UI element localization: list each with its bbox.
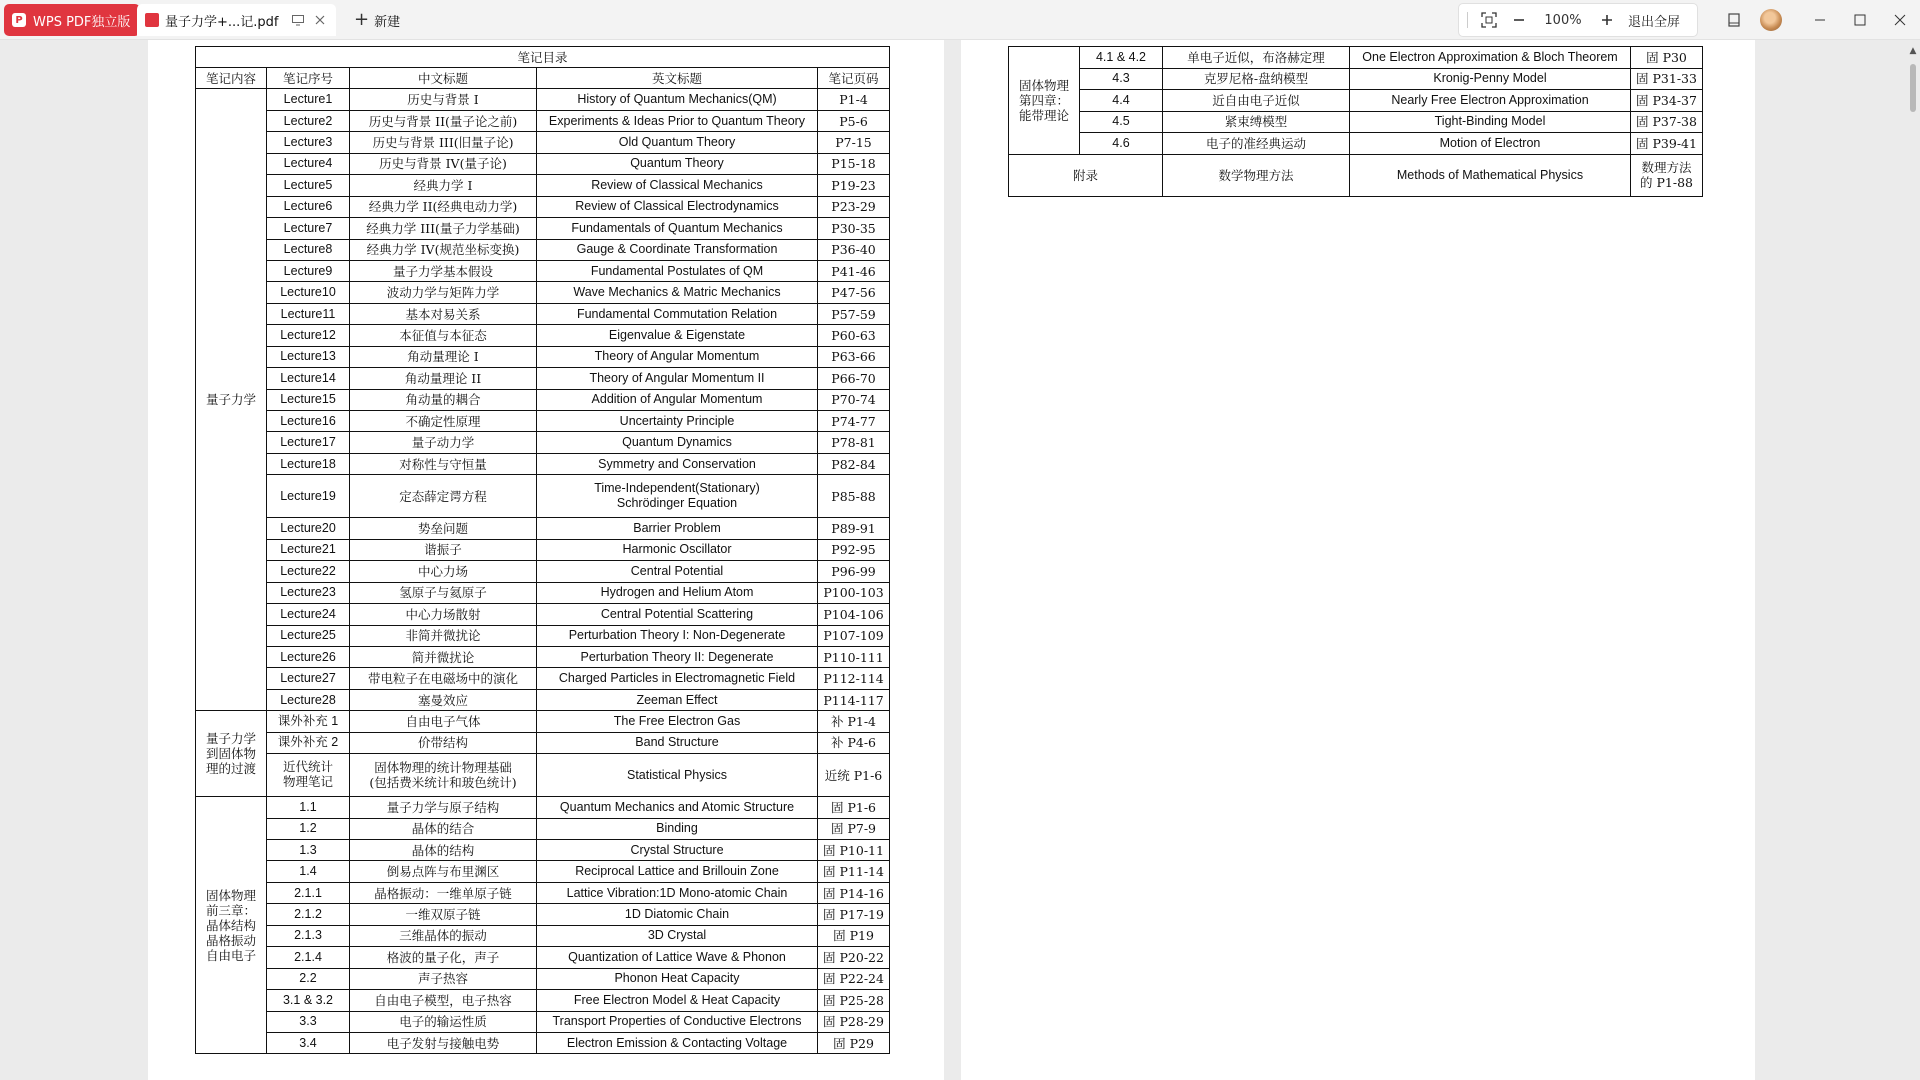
toc-table <box>195 46 890 1054</box>
toc-number-cell: Lecture18 <box>267 453 350 474</box>
toc-english-title-cell: Tight-Binding Model <box>1350 111 1631 133</box>
toc-number-cell: Lecture19 <box>267 475 350 518</box>
toc-row <box>196 689 890 710</box>
toc-number-cell: Lecture1 <box>267 89 350 110</box>
toc-number-cell: Lecture3 <box>267 132 350 153</box>
toc-number-cell: Lecture26 <box>267 646 350 667</box>
toc-number-cell: Lecture13 <box>267 346 350 367</box>
toc-page-cell: 固 P28-29 <box>818 1011 890 1032</box>
app-name: WPS PDF独立版 <box>33 14 131 30</box>
toc-row <box>196 432 890 453</box>
toc-english-title-cell: Reciprocal Lattice and Brillouin Zone <box>537 861 818 882</box>
toc-chinese-title-cell: 固体物理的统计物理基础 (包括费米统计和玻色统计) <box>350 754 537 797</box>
plus-icon: + <box>354 9 370 30</box>
toc-english-title-cell: Zeeman Effect <box>537 689 818 710</box>
toolbar-divider <box>1467 12 1468 28</box>
toc-chinese-title-cell: 中心力场 <box>350 561 537 582</box>
monitor-icon[interactable] <box>290 12 306 28</box>
toc-number-cell: Lecture2 <box>267 110 350 131</box>
toc-row <box>196 818 890 839</box>
pdf-page-1 <box>148 40 944 1080</box>
toc-page-cell: P114-117 <box>818 689 890 710</box>
toc-chinese-title-cell: 本征值与本征态 <box>350 325 537 346</box>
toc-row <box>196 303 890 324</box>
zoom-in-icon[interactable] <box>1592 5 1622 35</box>
toc-column-header: 笔记序号 <box>267 68 350 89</box>
appendix-row <box>1009 154 1703 196</box>
toc-number-cell: 4.1 & 4.2 <box>1080 47 1163 69</box>
toc-chinese-title-cell: 历史与背景 IV(量子论) <box>350 153 537 174</box>
toc-number-cell: 2.1.2 <box>267 904 350 925</box>
toc-column-header: 英文标题 <box>537 68 818 89</box>
toc-number-cell: 2.1.3 <box>267 925 350 946</box>
fit-page-icon[interactable] <box>1474 5 1504 35</box>
toc-english-title-cell: Review of Classical Electrodynamics <box>537 196 818 217</box>
toc-row <box>196 582 890 603</box>
app-menu-button[interactable] <box>4 4 140 36</box>
toc-chinese-title-cell: 量子力学基本假设 <box>350 260 537 281</box>
toc-row <box>196 646 890 667</box>
toc-row <box>196 968 890 989</box>
title-bar <box>0 0 1920 40</box>
toc-row <box>1009 68 1703 90</box>
zoom-toolbar <box>1458 3 1698 37</box>
toc-group-label: 固体物理 前三章： 晶体结构 晶格振动 自由电子 <box>196 797 267 1054</box>
toc-page-cell: 近统 P1-6 <box>818 754 890 797</box>
toc-page-cell: P104-106 <box>818 604 890 625</box>
toc-row <box>196 754 890 797</box>
toc-chinese-title-cell: 三维晶体的振动 <box>350 925 537 946</box>
toc-chinese-title-cell: 电子的输运性质 <box>350 1011 537 1032</box>
toc-chinese-title-cell: 基本对易关系 <box>350 303 537 324</box>
toc-number-cell: Lecture9 <box>267 260 350 281</box>
toc-english-title-cell: Theory of Angular Momentum <box>537 346 818 367</box>
toc-chinese-title-cell: 一维双原子链 <box>350 904 537 925</box>
toc-number-cell: 2.1.4 <box>267 947 350 968</box>
toc-row <box>196 947 890 968</box>
toc-english-title-cell: Central Potential <box>537 561 818 582</box>
toc-english-title-cell: 3D Crystal <box>537 925 818 946</box>
exit-fullscreen-button[interactable]: 退出全屏 <box>1628 14 1681 30</box>
toc-page-cell: P112-114 <box>818 668 890 689</box>
scroll-up-icon[interactable]: ▲ <box>1909 46 1917 56</box>
toc-english-title-cell: Charged Particles in Electromagnetic Field <box>537 668 818 689</box>
toc-group-label: 固体物理 第四章： 能带理论 <box>1009 47 1080 155</box>
toc-row <box>196 882 890 903</box>
toc-page-cell: 固 P20-22 <box>818 947 890 968</box>
toc-page-cell: 固 P10-11 <box>818 840 890 861</box>
toc-english-title-cell: Perturbation Theory II: Degenerate <box>537 646 818 667</box>
toc-row <box>196 175 890 196</box>
toc-page-cell: P15-18 <box>818 153 890 174</box>
zoom-out-icon[interactable] <box>1504 5 1534 35</box>
toc-row <box>196 218 890 239</box>
zoom-level[interactable]: 100% <box>1544 12 1582 28</box>
toc-row <box>196 797 890 818</box>
toc-chinese-title-cell: 对称性与守恒量 <box>350 453 537 474</box>
toc-chinese-title-cell: 势垒问题 <box>350 518 537 539</box>
toc-number-cell: Lecture22 <box>267 561 350 582</box>
new-tab-button[interactable] <box>348 4 406 36</box>
toc-chinese-title-cell: 价带结构 <box>350 732 537 753</box>
toc-english-title-cell: Free Electron Model & Heat Capacity <box>537 990 818 1011</box>
toc-column-header: 笔记内容 <box>196 68 267 89</box>
appendix-label: 附录 <box>1009 154 1163 196</box>
toc-page-cell: P7-15 <box>818 132 890 153</box>
toc-chinese-title-cell: 紧束缚模型 <box>1163 111 1350 133</box>
toc-page-cell: P74-77 <box>818 411 890 432</box>
toc-header-row <box>196 68 890 89</box>
toc-row <box>196 89 890 110</box>
toc-english-title-cell: Crystal Structure <box>537 840 818 861</box>
toc-page-cell: 固 P11-14 <box>818 861 890 882</box>
toc-row <box>196 260 890 281</box>
toc-page-cell: P30-35 <box>818 218 890 239</box>
appendix-page: 数理方法 的 P1-88 <box>1631 154 1703 196</box>
toc-chinese-title-cell: 声子热容 <box>350 968 537 989</box>
toc-chinese-title-cell: 晶体的结合 <box>350 818 537 839</box>
toc-row <box>196 368 890 389</box>
toc-english-title-cell: Nearly Free Electron Approximation <box>1350 90 1631 112</box>
minimize-icon[interactable] <box>1800 0 1840 40</box>
toc-page-cell: P107-109 <box>818 625 890 646</box>
toc-number-cell: Lecture25 <box>267 625 350 646</box>
tab-title: 量子力学+...记.pdf <box>165 14 279 30</box>
toc-group-label: 量子力学 <box>196 89 267 711</box>
toc-chinese-title-cell: 晶格振动：一维单原子链 <box>350 882 537 903</box>
toc-row <box>196 389 890 410</box>
toc-chinese-title-cell: 波动力学与矩阵力学 <box>350 282 537 303</box>
toc-row <box>196 196 890 217</box>
toc-english-title-cell: The Free Electron Gas <box>537 711 818 732</box>
toc-english-title-cell: Gauge & Coordinate Transformation <box>537 239 818 260</box>
toc-row <box>196 711 890 732</box>
toc-chinese-title-cell: 克罗尼格-盘纳模型 <box>1163 68 1350 90</box>
toc-row <box>196 1032 890 1053</box>
toc-number-cell: 3.1 & 3.2 <box>267 990 350 1011</box>
toc-number-cell: Lecture11 <box>267 303 350 324</box>
toc-number-cell: 2.1.1 <box>267 882 350 903</box>
toc-number-cell: Lecture16 <box>267 411 350 432</box>
toc-row <box>196 325 890 346</box>
toc-chinese-title-cell: 历史与背景 I <box>350 89 537 110</box>
toc-chinese-title-cell: 经典力学 I <box>350 175 537 196</box>
toc-chinese-title-cell: 历史与背景 II(量子论之前) <box>350 110 537 131</box>
toc-english-title-cell: History of Quantum Mechanics(QM) <box>537 89 818 110</box>
toc-chinese-title-cell: 自由电子气体 <box>350 711 537 732</box>
toc-english-title-cell: Fundamentals of Quantum Mechanics <box>537 218 818 239</box>
toc-row <box>1009 90 1703 112</box>
appendix-chinese-title: 数学物理方法 <box>1163 154 1350 196</box>
wps-logo-icon: P <box>12 13 26 27</box>
toc-row <box>196 239 890 260</box>
toc-page-cell: 固 P7-9 <box>818 818 890 839</box>
toc-number-cell: 3.4 <box>267 1032 350 1053</box>
toc-chinese-title-cell: 角动量理论 II <box>350 368 537 389</box>
toc-chinese-title-cell: 倒易点阵与布里渊区 <box>350 861 537 882</box>
toc-english-title-cell: Old Quantum Theory <box>537 132 818 153</box>
toc-chinese-title-cell: 简并微扰论 <box>350 646 537 667</box>
toc-row <box>196 453 890 474</box>
toc-chinese-title-cell: 谐振子 <box>350 539 537 560</box>
toc-number-cell: 课外补充 2 <box>267 732 350 753</box>
toc-number-cell: Lecture24 <box>267 604 350 625</box>
toc-number-cell: 4.5 <box>1080 111 1163 133</box>
toc-row <box>196 625 890 646</box>
toc-row <box>1009 111 1703 133</box>
toc-english-title-cell: Binding <box>537 818 818 839</box>
toc-english-title-cell: Uncertainty Principle <box>537 411 818 432</box>
toc-english-title-cell: Hydrogen and Helium Atom <box>537 582 818 603</box>
toc-chinese-title-cell: 量子力学与原子结构 <box>350 797 537 818</box>
toc-number-cell: 3.3 <box>267 1011 350 1032</box>
toc-english-title-cell: Addition of Angular Momentum <box>537 389 818 410</box>
toc-page-cell: 固 P17-19 <box>818 904 890 925</box>
toc-chinese-title-cell: 近自由电子近似 <box>1163 90 1350 112</box>
toc-row <box>196 475 890 518</box>
toc-number-cell: Lecture4 <box>267 153 350 174</box>
toc-caption: 笔记目录 <box>196 47 890 68</box>
toc-number-cell: 1.4 <box>267 861 350 882</box>
toc-page-cell: P96-99 <box>818 561 890 582</box>
toc-english-title-cell: 1D Diatomic Chain <box>537 904 818 925</box>
toc-english-title-cell: Electron Emission & Contacting Voltage <box>537 1032 818 1053</box>
toc-english-title-cell: Symmetry and Conservation <box>537 453 818 474</box>
toc-number-cell: 1.1 <box>267 797 350 818</box>
toc-row <box>196 840 890 861</box>
toc-page-cell: P23-29 <box>818 196 890 217</box>
toc-english-title-cell: Band Structure <box>537 732 818 753</box>
toc-page-cell: 固 P14-16 <box>818 882 890 903</box>
toc-number-cell: 1.3 <box>267 840 350 861</box>
toc-row <box>196 925 890 946</box>
toc-chinese-title-cell: 经典力学 III(量子力学基础) <box>350 218 537 239</box>
toc-row <box>196 539 890 560</box>
toc-number-cell: 1.2 <box>267 818 350 839</box>
toc-number-cell: Lecture14 <box>267 368 350 389</box>
toc-chinese-title-cell: 自由电子模型，电子热容 <box>350 990 537 1011</box>
toc-english-title-cell: Harmonic Oscillator <box>537 539 818 560</box>
toc-page-cell: 补 P1-4 <box>818 711 890 732</box>
toc-english-title-cell: Barrier Problem <box>537 518 818 539</box>
toc-english-title-cell: Statistical Physics <box>537 754 818 797</box>
toc-page-cell: P78-81 <box>818 432 890 453</box>
appendix-english-title: Methods of Mathematical Physics <box>1350 154 1631 196</box>
toc-chinese-title-cell: 经典力学 IV(规范坐标变换) <box>350 239 537 260</box>
toc-english-title-cell: Wave Mechanics & Matric Mechanics <box>537 282 818 303</box>
toc-english-title-cell: Central Potential Scattering <box>537 604 818 625</box>
toc-page-cell: 固 P1-6 <box>818 797 890 818</box>
toc-page-cell: 固 P29 <box>818 1032 890 1053</box>
toc-continued-table <box>1008 46 1703 197</box>
vertical-scrollbar[interactable] <box>1906 40 1920 1080</box>
toc-english-title-cell: One Electron Approximation & Bloch Theorem <box>1350 47 1631 69</box>
toc-number-cell: Lecture23 <box>267 582 350 603</box>
toc-page-cell: P82-84 <box>818 453 890 474</box>
toc-english-title-cell: Motion of Electron <box>1350 133 1631 155</box>
toc-page-cell: P100-103 <box>818 582 890 603</box>
toc-number-cell: Lecture8 <box>267 239 350 260</box>
toc-row <box>196 346 890 367</box>
toc-chinese-title-cell: 经典力学 II(经典电动力学) <box>350 196 537 217</box>
toc-group-label: 量子力学 到固体物 理的过渡 <box>196 711 267 797</box>
toc-number-cell: Lecture6 <box>267 196 350 217</box>
toc-english-title-cell: Perturbation Theory I: Non-Degenerate <box>537 625 818 646</box>
toc-page-cell: 固 P22-24 <box>818 968 890 989</box>
toc-number-cell: 4.4 <box>1080 90 1163 112</box>
toc-chinese-title-cell: 单电子近似，布洛赫定理 <box>1163 47 1350 69</box>
new-tab-label: 新建 <box>374 14 401 30</box>
toc-number-cell: 4.3 <box>1080 68 1163 90</box>
toc-page-cell: P1-4 <box>818 89 890 110</box>
toc-page-cell: P60-63 <box>818 325 890 346</box>
toc-number-cell: Lecture5 <box>267 175 350 196</box>
toc-page-cell: P85-88 <box>818 475 890 518</box>
toc-number-cell: Lecture21 <box>267 539 350 560</box>
toc-row <box>196 132 890 153</box>
bookmark-icon[interactable] <box>1714 0 1754 40</box>
toc-number-cell: 近代统计 物理笔记 <box>267 754 350 797</box>
toc-page-cell: 固 P25-28 <box>818 990 890 1011</box>
toc-chinese-title-cell: 量子动力学 <box>350 432 537 453</box>
toc-number-cell: 课外补充 1 <box>267 711 350 732</box>
toc-english-title-cell: Quantum Theory <box>537 153 818 174</box>
toc-column-header: 中文标题 <box>350 68 537 89</box>
toc-row <box>196 1011 890 1032</box>
document-tab[interactable] <box>137 4 336 36</box>
toc-row <box>196 153 890 174</box>
close-tab-icon[interactable] <box>312 12 328 28</box>
toc-number-cell: 2.2 <box>267 968 350 989</box>
toc-page-cell: P89-91 <box>818 518 890 539</box>
toc-english-title-cell: Fundamental Postulates of QM <box>537 260 818 281</box>
toc-number-cell: Lecture7 <box>267 218 350 239</box>
user-avatar[interactable] <box>1760 9 1782 31</box>
toc-number-cell: Lecture10 <box>267 282 350 303</box>
toc-column-header: 笔记页码 <box>818 68 890 89</box>
toc-chinese-title-cell: 定态薛定谔方程 <box>350 475 537 518</box>
toc-page-cell: 固 P34-37 <box>1631 90 1703 112</box>
window-controls <box>1714 0 1920 40</box>
toc-chinese-title-cell: 电子的准经典运动 <box>1163 133 1350 155</box>
toc-english-title-cell: Quantum Dynamics <box>537 432 818 453</box>
close-window-icon[interactable] <box>1880 0 1920 40</box>
toc-page-cell: P66-70 <box>818 368 890 389</box>
toc-english-title-cell: Transport Properties of Conductive Electrons <box>537 1011 818 1032</box>
toc-number-cell: Lecture15 <box>267 389 350 410</box>
toc-chinese-title-cell: 带电粒子在电磁场中的演化 <box>350 668 537 689</box>
toc-page-cell: P41-46 <box>818 260 890 281</box>
toc-row <box>196 861 890 882</box>
toc-english-title-cell: Eigenvalue & Eigenstate <box>537 325 818 346</box>
toc-row <box>196 732 890 753</box>
toc-number-cell: Lecture27 <box>267 668 350 689</box>
toc-page-cell: 固 P30 <box>1631 47 1703 69</box>
pdf-file-icon <box>145 13 159 27</box>
maximize-icon[interactable] <box>1840 0 1880 40</box>
toc-page-cell: P36-40 <box>818 239 890 260</box>
toc-english-title-cell: Lattice Vibration:1D Mono-atomic Chain <box>537 882 818 903</box>
toc-english-title-cell: Experiments & Ideas Prior to Quantum Theory <box>537 110 818 131</box>
toc-row <box>1009 47 1703 69</box>
toc-page-cell: P5-6 <box>818 110 890 131</box>
toc-chinese-title-cell: 不确定性原理 <box>350 411 537 432</box>
toc-page-cell: 固 P19 <box>818 925 890 946</box>
scrollbar-thumb[interactable] <box>1910 64 1916 112</box>
toc-english-title-cell: Phonon Heat Capacity <box>537 968 818 989</box>
toc-page-cell: 固 P31-33 <box>1631 68 1703 90</box>
toc-row <box>196 904 890 925</box>
toc-chinese-title-cell: 晶体的结构 <box>350 840 537 861</box>
toc-row <box>196 411 890 432</box>
toc-row <box>196 110 890 131</box>
toc-english-title-cell: Fundamental Commutation Relation <box>537 303 818 324</box>
toc-chinese-title-cell: 角动量的耦合 <box>350 389 537 410</box>
toc-row <box>196 668 890 689</box>
toc-page-cell: P57-59 <box>818 303 890 324</box>
toc-page-cell: P63-66 <box>818 346 890 367</box>
toc-chinese-title-cell: 角动量理论 I <box>350 346 537 367</box>
toc-number-cell: Lecture17 <box>267 432 350 453</box>
toc-row <box>196 282 890 303</box>
toc-number-cell: 4.6 <box>1080 133 1163 155</box>
toc-row <box>196 518 890 539</box>
toc-chinese-title-cell: 电子发射与接触电势 <box>350 1032 537 1053</box>
toc-english-title-cell: Kronig-Penny Model <box>1350 68 1631 90</box>
toc-page-cell: P70-74 <box>818 389 890 410</box>
toc-page-cell: 固 P39-41 <box>1631 133 1703 155</box>
pdf-page-2 <box>961 40 1755 1080</box>
toc-english-title-cell: Quantum Mechanics and Atomic Structure <box>537 797 818 818</box>
toc-page-cell: 补 P4-6 <box>818 732 890 753</box>
toc-chinese-title-cell: 非简并微扰论 <box>350 625 537 646</box>
toc-page-cell: P110-111 <box>818 646 890 667</box>
toc-english-title-cell: Theory of Angular Momentum II <box>537 368 818 389</box>
toc-row <box>196 990 890 1011</box>
toc-chinese-title-cell: 中心力场散射 <box>350 604 537 625</box>
toc-row <box>1009 133 1703 155</box>
toc-page-cell: P47-56 <box>818 282 890 303</box>
toc-chinese-title-cell: 历史与背景 III(旧量子论) <box>350 132 537 153</box>
toc-row <box>196 604 890 625</box>
toc-chinese-title-cell: 格波的量子化，声子 <box>350 947 537 968</box>
toc-caption-row <box>196 47 890 68</box>
toc-number-cell: Lecture28 <box>267 689 350 710</box>
toc-chinese-title-cell: 氢原子与氦原子 <box>350 582 537 603</box>
toc-row <box>196 561 890 582</box>
toc-english-title-cell: Review of Classical Mechanics <box>537 175 818 196</box>
toc-number-cell: Lecture12 <box>267 325 350 346</box>
toc-english-title-cell: Quantization of Lattice Wave & Phonon <box>537 947 818 968</box>
toc-number-cell: Lecture20 <box>267 518 350 539</box>
toc-page-cell: P19-23 <box>818 175 890 196</box>
toc-english-title-cell: Time-Independent(Stationary) Schrödinger Equation <box>537 475 818 518</box>
toc-page-cell: 固 P37-38 <box>1631 111 1703 133</box>
toc-page-cell: P92-95 <box>818 539 890 560</box>
toc-chinese-title-cell: 塞曼效应 <box>350 689 537 710</box>
